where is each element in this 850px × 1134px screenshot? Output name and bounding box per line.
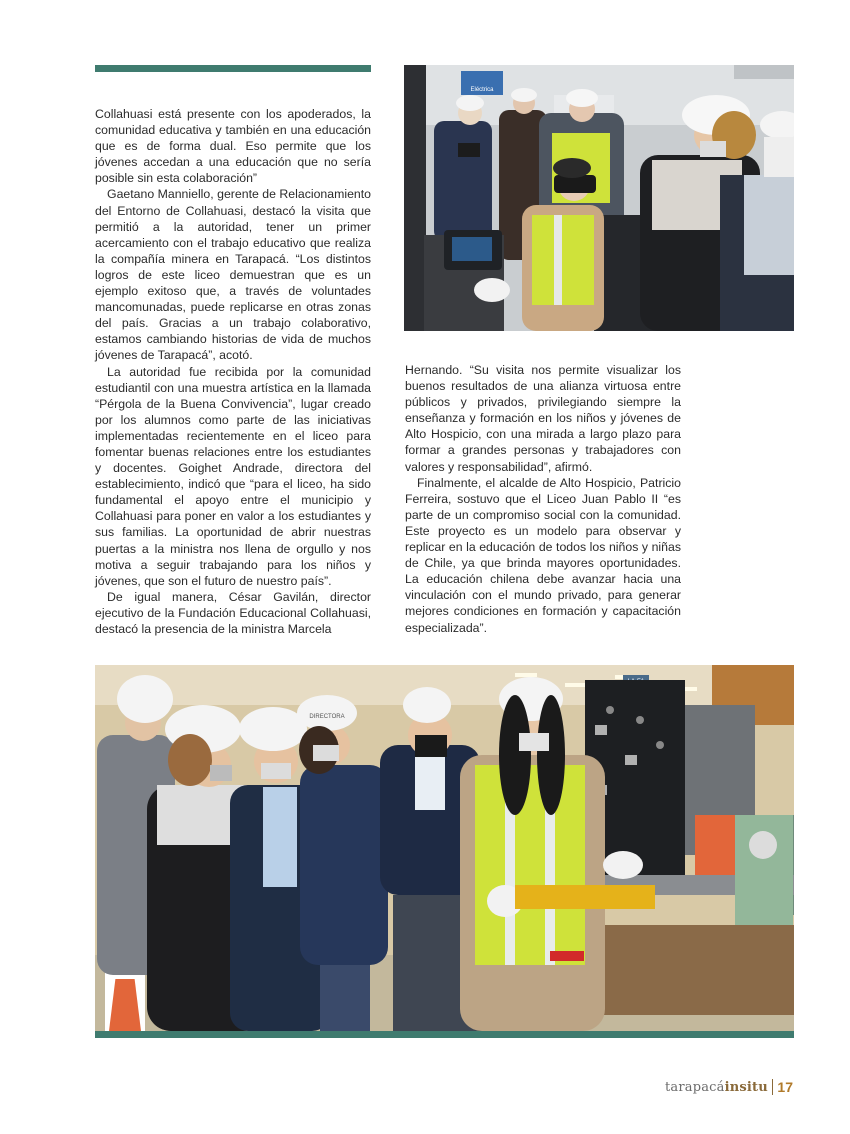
paragraph: De igual manera, César Gavilán, director ejecutivo de la Fundación Educacional Collahuasi, destacó la presencia de la ministra Marcela [95, 589, 371, 636]
article-column-right [405, 362, 681, 636]
helmet-label: DIRECTORA [309, 714, 345, 720]
top-accent-rule [95, 65, 371, 72]
brand-suffix: insitu [724, 1079, 768, 1095]
photo-vr-illustration [404, 65, 794, 331]
photo-workshop-illustration [95, 665, 794, 1031]
paragraph: Collahuasi está presente con los apoderados, la comunidad educativa y también en una educación que es de forma dual. Eso permite que los jóvenes accedan a una educación que no sería posible sin esta colaboración” [95, 107, 371, 186]
brand-prefix: tarapacá [664, 1079, 725, 1095]
bottom-accent-rule [95, 1031, 794, 1038]
paragraph: Gaetano Manniello, gerente de Relacionamiento del Entorno de Collahuasi, destacó la visita que permitió a la autoridad, tener un primer acercamiento con el trabajo educativo que realiza la compañía minera en Tarapacá. “Los distintos logros de este liceo demuestran que es un ejemplo exitoso que, a través de voluntades mancomunadas, puede replicarse en otras zonas del país. Gracias a un trabajo colaborativo, estamos cambiando historias de vida de muchos jóvenes de Tarapacá”, acotó. [95, 187, 371, 363]
page-footer [665, 1079, 793, 1095]
photo-vr-simulator-visit [404, 65, 794, 331]
page-number: 17 [777, 1079, 793, 1095]
photo-workshop-visit [95, 665, 794, 1031]
paragraph: Finalmente, el alcalde de Alto Hospicio, Patricio Ferreira, sostuvo que el Liceo Juan Pablo II “es parte de un compromiso social con la comunidad. Este proyecto es un modelo para observar y replicar en la educación de todos los niños y niñas de Chile, ya que brinda mayores oportunidades. La educación chilena debe avanzar hacia una vinculación con el mundo privado, para generar mejores condiciones en formación y capacitación especializada”. [405, 475, 681, 635]
magazine-brand [665, 1080, 768, 1095]
footer-separator [772, 1079, 774, 1095]
paragraph: La autoridad fue recibida por la comunidad estudiantil con una muestra artística en la llamada “Pérgola de la Buena Convivencia”, lugar creado por los alumnos como parte de las iniciativas implementadas recientemente en el liceo para fomentar buenas relaciones entre los estudiantes y docentes. Goighet Andrade, directora del establecimiento, indicó que “para el liceo, ha sido fundamental el apoyo entre el municipio y Collahuasi para poner en valor a los estudiantes y sus familias. La oportunidad de abrir nuestras puertas a la ministra nos llena de orgullo y nos motiva a seguir trabajando para los niños y jóvenes, que son el futuro de nuestro país”. [95, 364, 371, 588]
sign-label: Eléctrica [470, 87, 494, 93]
paragraph: Hernando. “Su visita nos permite visualizar los buenos resultados de una alianza virtuosa entre públicos y privados, privilegiando siempre la enseñanza y formación en los niños y jóvenes de Alto Hospicio, con una mirada a largo plazo para formar a grandes personas y trabajadores con valores y responsabilidad”, afirmó. [405, 363, 681, 474]
article-column-left [95, 106, 371, 637]
